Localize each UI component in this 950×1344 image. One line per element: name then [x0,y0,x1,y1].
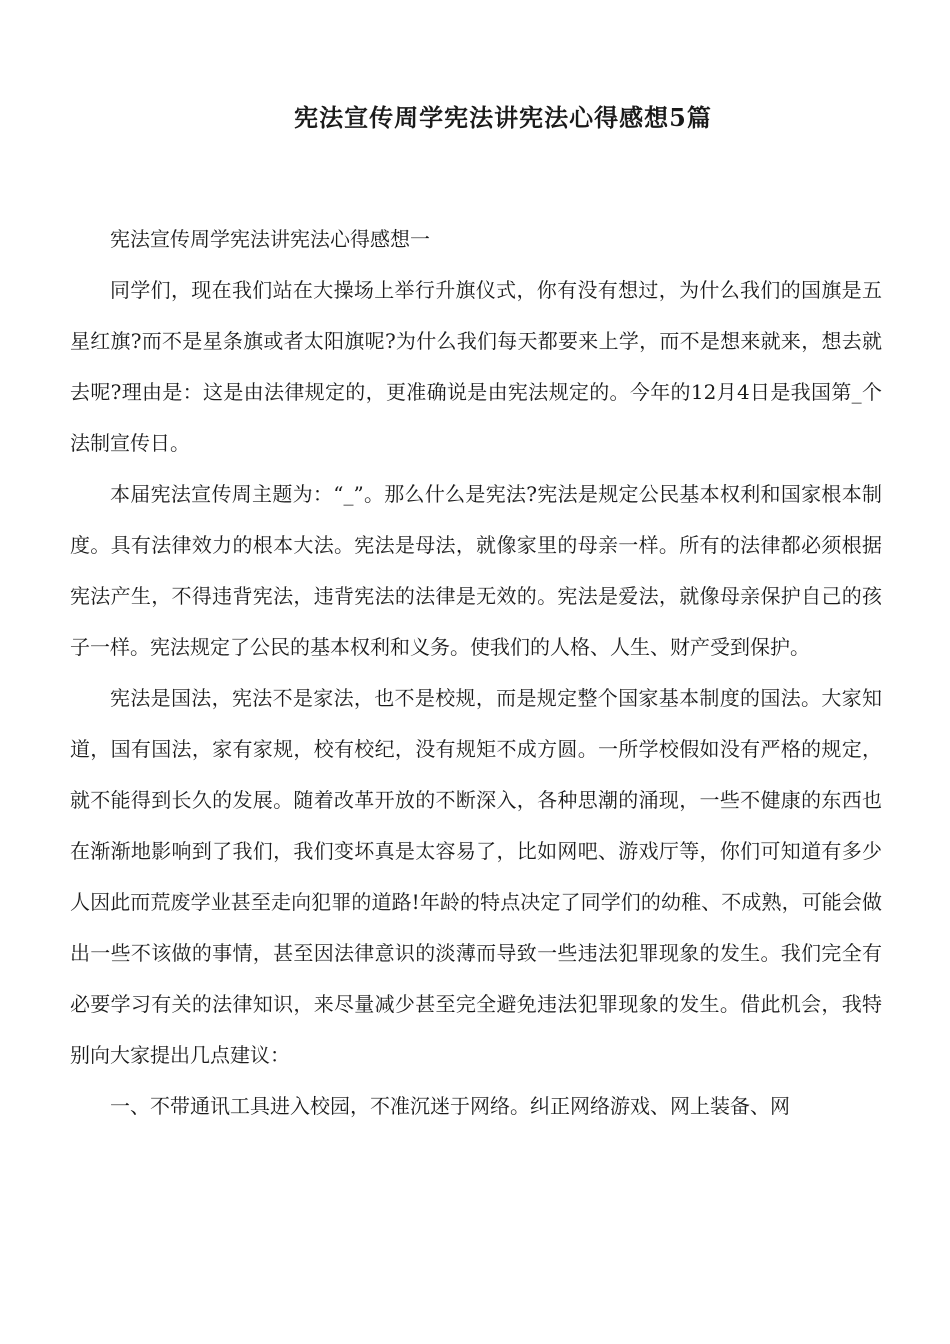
document-body [70,214,882,1132]
body-paragraph: 宪法是国法，宪法不是家法，也不是校规，而是规定整个国家基本制度的国法。大家知道，国有国法，家有家规，校有校纪，没有规矩不成方圆。一所学校假如没有严格的规定，就不能得到长久的发展。随着改革开放的不断深入，各种思潮的涌现，一些不健康的东西也在渐渐地影响到了我们，我们变坏真是太容易了，比如网吧、游戏厅等，你们可知道有多少人因此而荒废学业甚至走向犯罪的道路!年龄的特点决定了同学们的幼稚、不成熟，可能会做出一些不该做的事情，甚至因法律意识的淡薄而导致一些违法犯罪现象的发生。我们完全有必要学习有关的法律知识，来尽量减少甚至完全避免违法犯罪现象的发生。借此机会，我特别向大家提出几点建议： [70,686,882,1067]
document-title: 宪法宣传周学宪法讲宪法心得感想5篇 [294,103,712,132]
body-paragraph: 本届宪法宣传周主题为：“_”。那么什么是宪法?宪法是规定公民基本权利和国家根本制度。具有法律效力的根本大法。宪法是母法，就像家里的母亲一样。所有的法律都必须根据宪法产生，不得违背宪法，违背宪法的法律是无效的。宪法是爱法，就像母亲保护自己的孩子一样。宪法规定了公民的基本权利和义务。使我们的人格、人生、财产受到保护。 [70,482,882,659]
section-heading: 宪法宣传周学宪法讲宪法心得感想一 [110,227,430,251]
body-paragraph: 一、不带通讯工具进入校园，不准沉迷于网络。纠正网络游戏、网上装备、网 [110,1094,790,1118]
body-paragraph: 同学们，现在我们站在大操场上举行升旗仪式，你有没有想过，为什么我们的国旗是五星红旗?而不是星条旗或者太阳旗呢?为什么我们每天都要来上学，而不是想来就来，想去就去呢?理由是：这是由法律规定的，更准确说是由宪法规定的。今年的12月4日是我国第_个法制宣传日。 [70,278,882,455]
